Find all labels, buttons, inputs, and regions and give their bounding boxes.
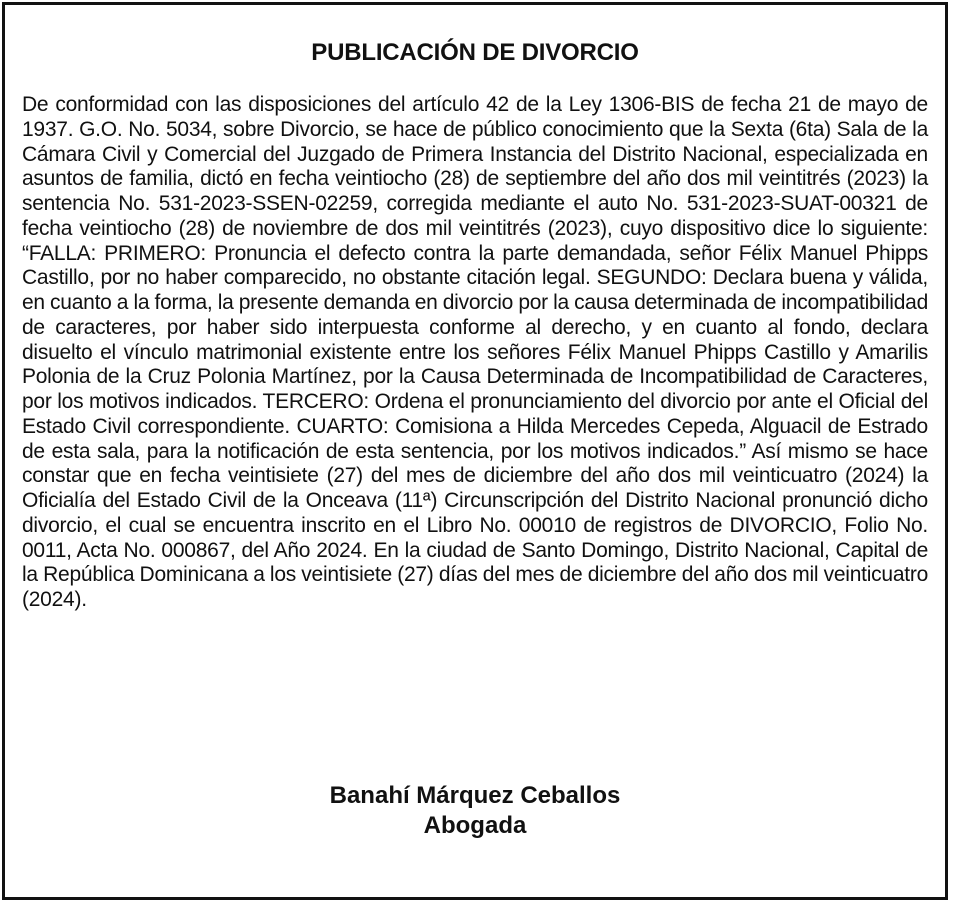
signer-role: Abogada	[423, 812, 527, 839]
divorce-notice	[2, 2, 948, 900]
signature-block	[5, 781, 945, 841]
notice-body: De conformidad con las disposiciones del artículo 42 de la Ley 1306-BIS de fecha 21 de mayo de 1937. G.O. No. 5034, sobre Divorcio, se hace de público conocimiento que la Sexta (6ta) Sala de la Cámara Civil y Comercial del Juzgado de Primera Instancia del Distrito Nacional, especializada en asuntos de familia, dictó en fecha veintiocho (28) de septiembre del año dos mil veintitrés (2023) la sentencia No. 531-2023-SSEN-02259, corregida mediante el auto No. 531-2023-SUAT-00321 de fecha veintiocho (28) de noviembre de dos mil veintitrés (2023), cuyo dispositivo dice lo siguiente: “FALLA: PRIMERO: Pronuncia el defecto contra la parte demandada, señor Félix Manuel Phipps Castillo, por no haber comparecido, no obstante citación legal. SEGUNDO: Declara buena y válida, en cuanto a la forma, la presente demanda en divorcio por la causa determinada de incompatibilidad de caracteres, por haber sido interpuesta conforme al derecho, y en cuanto al fondo, declara disuelto el vínculo matrimonial existente entre los señores Félix Manuel Phipps Castillo y Amarilis Polonia de la Cruz Polonia Martínez, por la Causa Determinada de Incompatibilidad de Caracteres, por los motivos indicados. TERCERO: Ordena el pronunciamiento del divorcio por ante el Oficial del Estado Civil correspondiente. CUARTO: Comisiona a Hilda Mercedes Cepeda, Alguacil de Estrado de esta sala, para la notificación de esta sentencia, por los motivos indicados.” Así mismo se hace constar que en fecha veintisiete (27) del mes de diciembre del año dos mil veinticuatro (2024) la Oficialía del Estado Civil de la Onceava (11ª) Circunscripción del Distrito Nacional pronunció dicho divorcio, el cual se encuentra inscrito en el Libro No. 00010 de registros de DIVORCIO, Folio No. 0011, Acta No. 000867, del Año 2024. En la ciudad de Santo Domingo, Distrito Nacional, Capital de la República Dominicana a los veintisiete (27) días del mes de diciembre del año dos mil veinticuatro (2024).	[22, 93, 928, 611]
notice-title: PUBLICACIÓN DE DIVORCIO	[311, 39, 639, 66]
signer-name: Banahí Márquez Ceballos	[329, 782, 621, 809]
